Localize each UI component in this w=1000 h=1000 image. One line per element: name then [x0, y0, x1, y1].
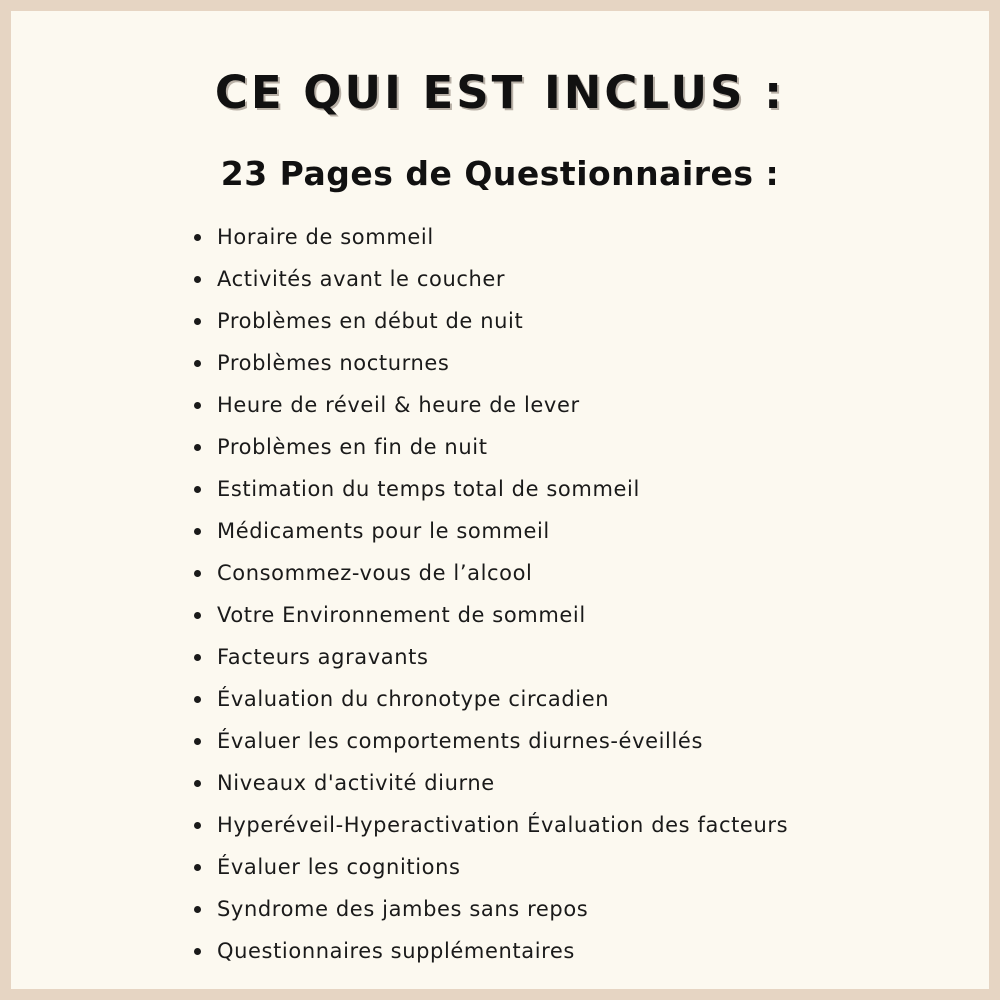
list-item-label: Consommez-vous de l’alcool — [217, 561, 533, 585]
bullet-icon — [194, 360, 201, 367]
list-item-label: Facteurs agravants — [217, 645, 429, 669]
bullet-icon — [194, 318, 201, 325]
list-item — [190, 678, 788, 720]
bullet-icon — [194, 486, 201, 493]
list-item-label: Problèmes en fin de nuit — [217, 435, 488, 459]
bullet-icon — [194, 864, 201, 871]
list-item — [190, 930, 788, 972]
list-item — [190, 300, 788, 342]
bullet-icon — [194, 276, 201, 283]
bullet-icon — [194, 822, 201, 829]
bullet-icon — [194, 528, 201, 535]
bullet-icon — [194, 234, 201, 241]
bullet-icon — [194, 570, 201, 577]
bullet-icon — [194, 948, 201, 955]
bullet-icon — [194, 738, 201, 745]
list-item — [190, 804, 788, 846]
list-item — [190, 594, 788, 636]
list-item-label: Estimation du temps total de sommeil — [217, 477, 640, 501]
list-item — [190, 552, 788, 594]
list-item — [190, 720, 788, 762]
list-item — [190, 762, 788, 804]
list-item-label: Activités avant le coucher — [217, 267, 506, 291]
bullet-icon — [194, 780, 201, 787]
bullet-icon — [194, 444, 201, 451]
list-item-label: Problèmes nocturnes — [217, 351, 450, 375]
list-item — [190, 636, 788, 678]
list-item — [190, 888, 788, 930]
list-item — [190, 342, 788, 384]
list-item — [190, 846, 788, 888]
list-item-label: Hyperéveil-Hyperactivation Évaluation des facteurs — [217, 813, 789, 837]
list-item-label: Questionnaires supplémentaires — [217, 939, 575, 963]
list-item — [190, 258, 788, 300]
bullet-icon — [194, 906, 201, 913]
list-item-label: Médicaments pour le sommeil — [217, 519, 550, 543]
list-item-label: Évaluer les comportements diurnes-éveillés — [217, 729, 703, 753]
list-item-label: Niveaux d'activité diurne — [217, 771, 495, 795]
page-subtitle: 23 Pages de Questionnaires : — [220, 154, 780, 193]
list-item-label: Évaluer les cognitions — [217, 855, 461, 879]
list-item-label: Évaluation du chronotype circadien — [217, 687, 610, 711]
list-item-label: Heure de réveil & heure de lever — [217, 393, 580, 417]
list-item — [190, 468, 788, 510]
list-item-label: Syndrome des jambes sans repos — [217, 897, 589, 921]
bullet-icon — [194, 612, 201, 619]
list-item-label: Votre Environnement de sommeil — [217, 603, 586, 627]
bullet-icon — [194, 696, 201, 703]
list-item — [190, 510, 788, 552]
list-item-label: Problèmes en début de nuit — [217, 309, 524, 333]
list-item-label: Horaire de sommeil — [217, 225, 434, 249]
bullet-icon — [194, 654, 201, 661]
bullet-icon — [194, 402, 201, 409]
page-title: CE QUI EST INCLUS : — [214, 66, 786, 119]
list-item — [190, 426, 788, 468]
list-item — [190, 216, 788, 258]
list-item — [190, 384, 788, 426]
included-items-list — [190, 216, 788, 972]
